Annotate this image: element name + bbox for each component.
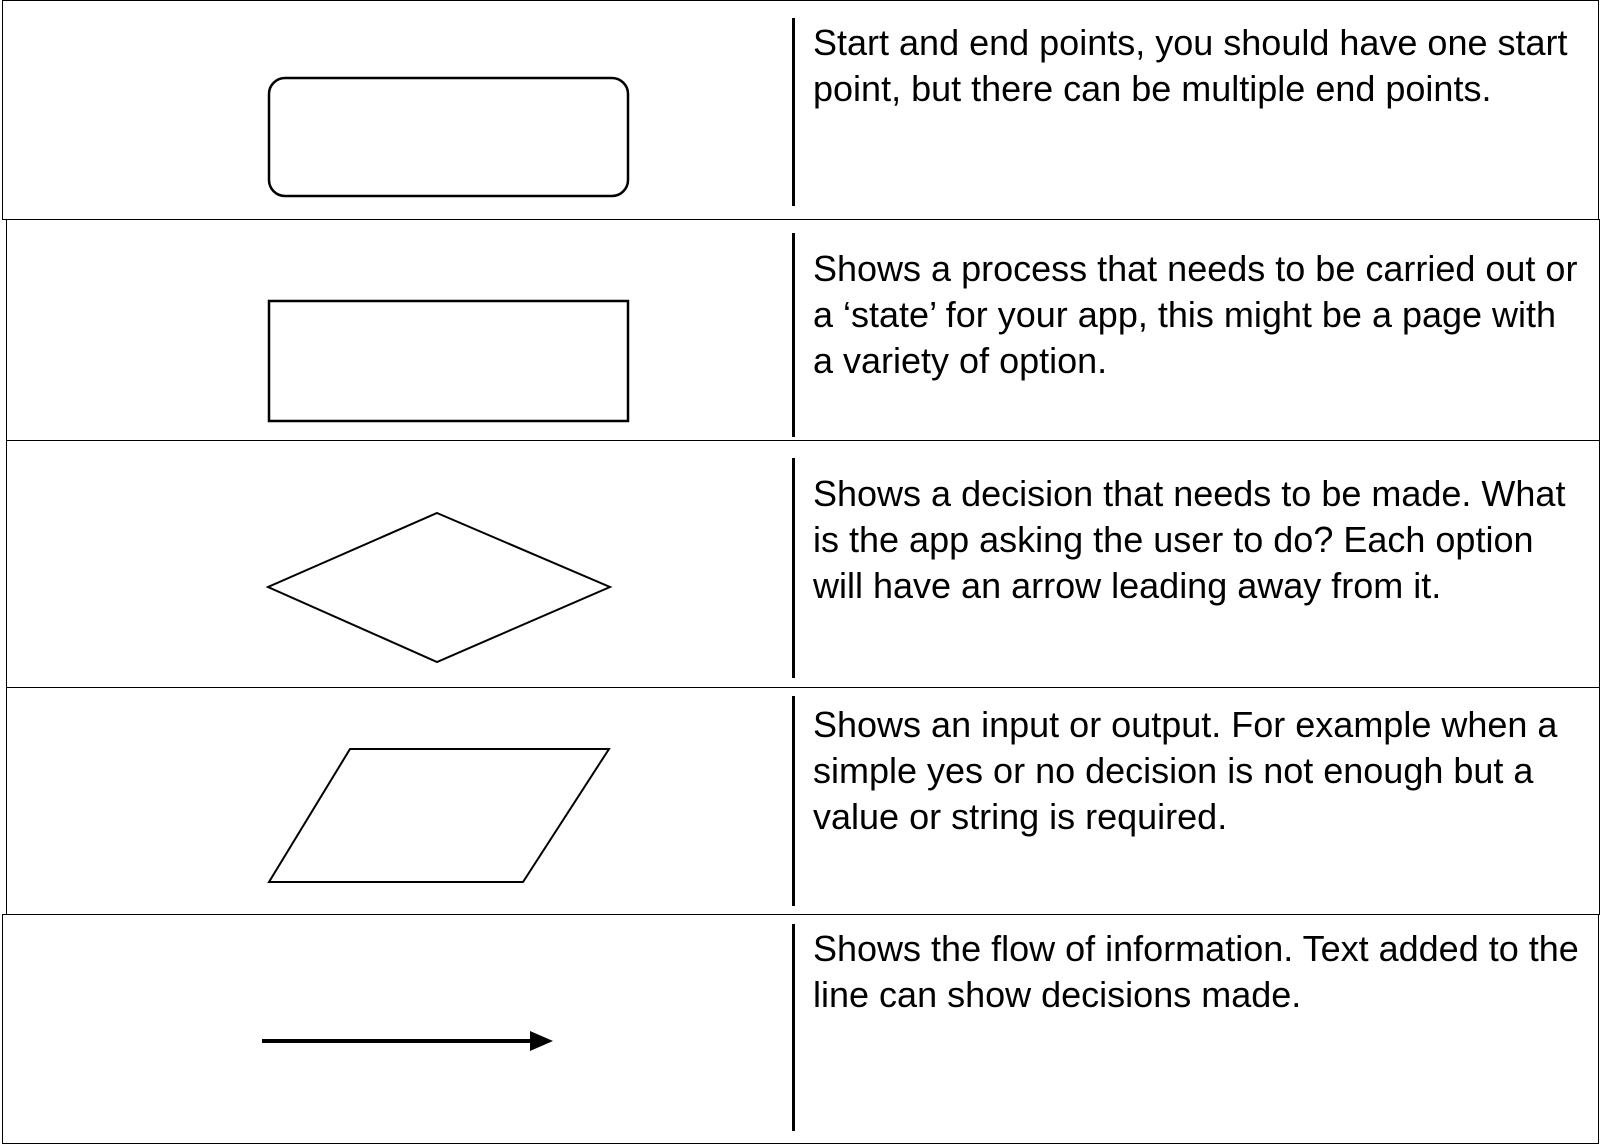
- process-shape: [269, 301, 628, 421]
- input-output-shape: [269, 749, 609, 882]
- decision-description: Shows a decision that needs to be made. What is the app asking the user to do? Each option will have an arrow leading away from it.: [813, 473, 1566, 606]
- process-description: Shows a process that needs to be carried out or a ‘state’ for your app, this might be a page with a variety of option.: [813, 248, 1578, 381]
- flow-line-description: Shows the flow of information. Text added to the line can show decisions made.: [813, 928, 1579, 1015]
- arrow-head-icon: [530, 1031, 553, 1051]
- terminator-description: Start and end points, you should have one start point, but there can be multiple end points.: [813, 22, 1568, 109]
- terminator-shape: [269, 78, 628, 196]
- decision-shape: [268, 513, 610, 662]
- input-output-description: Shows an input or output. For example when a simple yes or no decision is not enough but a value or string is required.: [813, 704, 1558, 837]
